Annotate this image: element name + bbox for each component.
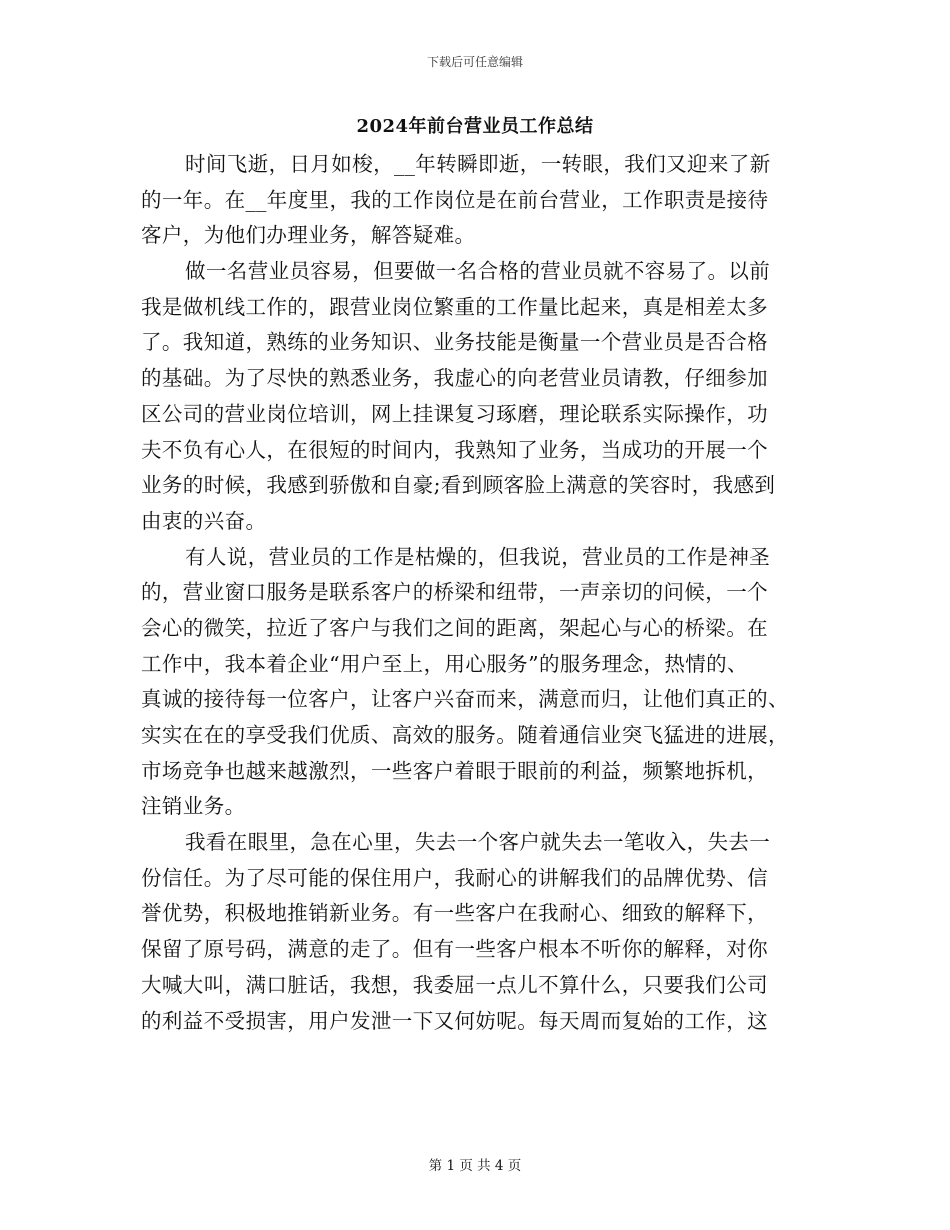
paragraph [141, 825, 801, 1039]
text-line: 注销业务。 [141, 794, 246, 819]
paragraph [141, 147, 801, 254]
document-title: 2024年前台营业员工作总结 [356, 116, 594, 137]
text-line: 夫不负有心人，在很短的时间内，我熟知了业务，当成功的开展一个 [141, 437, 768, 462]
text-line: 真诚的接待每一位客户，让客户兴奋而来，满意而归，让他们真正的、 [141, 687, 789, 712]
text-line: 做一名营业员容易，但要做一名合格的营业员就不容易了。以前 [185, 259, 771, 284]
text-line: 了。我知道，熟练的业务知识、业务技能是衡量一个营业员是否合格 [141, 330, 768, 355]
text-line: 的，营业窗口服务是联系客户的桥梁和纽带，一声亲切的问候，一个 [141, 580, 768, 605]
text-line: 的一年。在__年度里，我的工作岗位是在前台营业，工作职责是接待 [141, 187, 769, 212]
text-line: 我看在眼里，急在心里，失去一个客户就失去一笔收入，失去一 [185, 830, 771, 855]
text-line: 业务的时候，我感到骄傲和自豪;看到顾客脸上满意的笑容时，我感到 [141, 473, 776, 498]
text-line: 市场竞争也越来越激烈，一些客户着眼于眼前的利益，频繁地拆机， [141, 758, 768, 783]
text-line: 客户，为他们办理业务，解答疑难。 [141, 223, 476, 248]
paragraph [141, 254, 801, 540]
text-line: 誉优势，积极地推销新业务。有一些客户在我耐心、细致的解释下， [141, 901, 768, 926]
paragraph [141, 540, 801, 826]
text-line: 会心的微笑，拉近了客户与我们之间的距离，架起心与心的桥梁。在 [141, 615, 768, 640]
text-line: 有人说，营业员的工作是枯燥的，但我说，营业员的工作是神圣 [185, 544, 771, 569]
page-header-note: 下载后可任意编辑 [426, 55, 523, 69]
text-line: 的利益不受损害，用户发泄一下又何妨呢。每天周而复始的工作，这 [141, 1008, 768, 1033]
text-line: 由衷的兴奋。 [141, 508, 267, 533]
text-line: 实实在在的享受我们优质、高效的服务。随着通信业突飞猛进的进展， [141, 723, 789, 747]
text-line: 保留了原号码，满意的走了。但有一些客户根本不听你的解释，对你 [141, 937, 768, 962]
text-line: 的基础。为了尽快的熟悉业务，我虚心的向老营业员请教，仔细参加 [141, 366, 768, 391]
document-body [141, 147, 801, 1039]
text-line: 工作中，我本着企业“用户至上，用心服务”的服务理念，热情的、 [141, 651, 748, 676]
text-line: 大喊大叫，满口脏话，我想，我委屈一点儿不算什么，只要我们公司 [141, 972, 768, 997]
text-line: 时间飞逝，日月如梭，__年转瞬即逝，一转眼，我们又迎来了新 [185, 152, 771, 176]
text-line: 区公司的营业岗位培训，网上挂课复习琢磨，理论联系实际操作，功 [141, 401, 768, 426]
page-number: 第 1 页 共 4 页 [428, 1158, 522, 1174]
text-line: 我是做机线工作的，跟营业岗位繁重的工作量比起来，真是相差太多 [141, 294, 768, 319]
text-line: 份信任。为了尽可能的保住用户，我耐心的讲解我们的品牌优势、信 [141, 865, 768, 890]
